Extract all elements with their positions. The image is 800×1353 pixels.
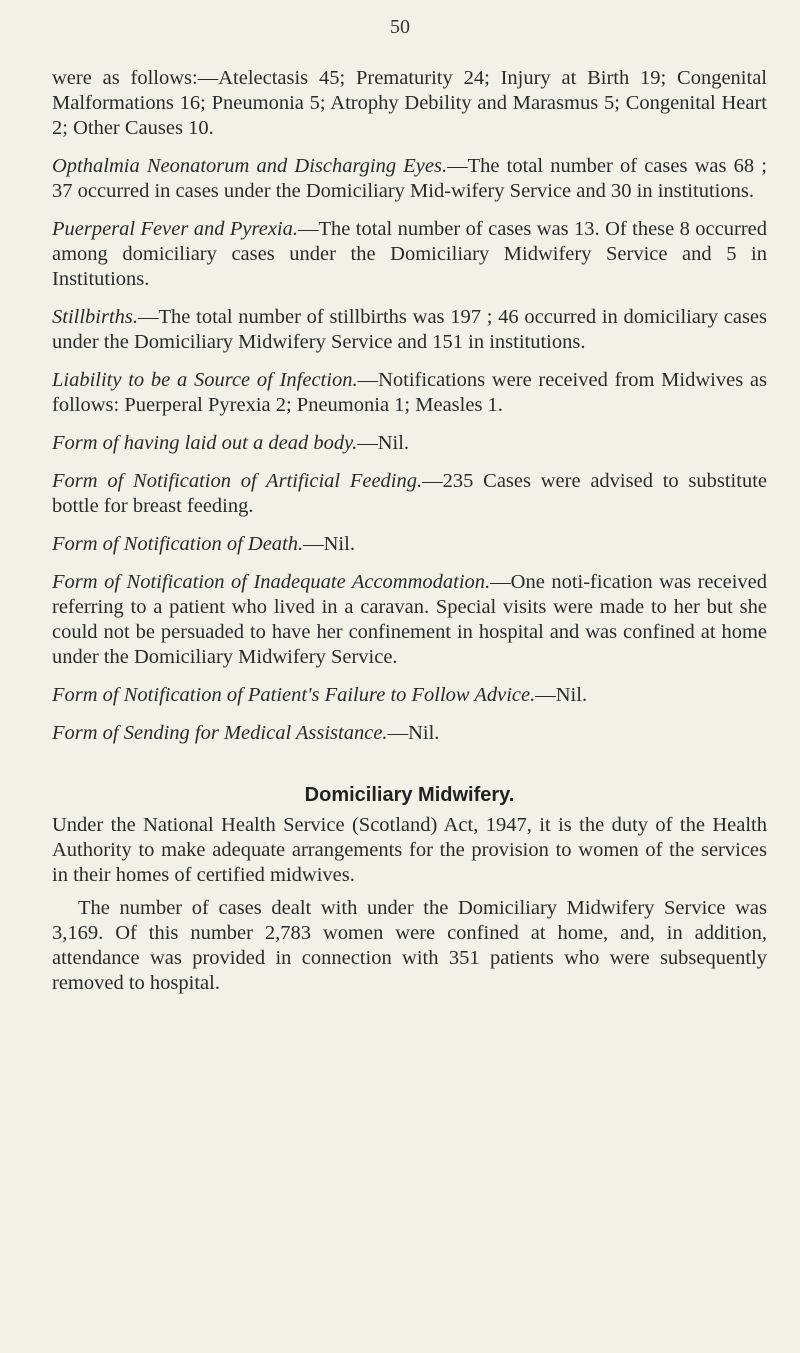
paragraph-text: —The total number of cases was 68 ; 37 occurred in cases under the Domiciliary Mid-wifery Service and 30 in institutions. bbox=[52, 155, 767, 202]
paragraph-medical-assistance bbox=[52, 721, 767, 746]
paragraph-lead: Stillbirths. bbox=[52, 306, 139, 328]
paragraph-lead: Form of having laid out a dead body. bbox=[52, 432, 358, 454]
section-paragraph-duty: Under the National Health Service (Scotland) Act, 1947, it is the duty of the Health Authority to make adequate arrangements for the provision to women of the services in their homes of certified midwives. bbox=[52, 814, 767, 886]
paragraph-lead: Liability to be a Source of Infection. bbox=[52, 369, 358, 391]
paragraph-lead: Form of Notification of Artificial Feeding. bbox=[52, 470, 423, 492]
paragraph-text: —Nil. bbox=[357, 432, 410, 454]
paragraph-lead: Opthalmia Neonatorum and Discharging Eyes. bbox=[52, 155, 448, 177]
paragraph-text: were as follows:—Atelectasis 45; Prematurity 24; Injury at Birth 19; Congenital Malformations 16; Pneumonia 5; Atrophy Debility and Marasmus 5; Congenital Heart 2; Other Causes 10. bbox=[52, 67, 767, 139]
paragraph-puerperal-fever bbox=[52, 217, 767, 292]
section-paragraph-cases: The number of cases dealt with under the Domiciliary Midwifery Service was 3,169. Of this number 2,783 women were confined at home, and, in addition, attendance was provided in connection with 351 patients who were subsequently removed to hospital. bbox=[52, 897, 767, 994]
paragraph-lead: Puerperal Fever and Pyrexia. bbox=[52, 218, 298, 240]
paragraph-inadequate-accommodation bbox=[52, 570, 767, 670]
paragraph-artificial-feeding bbox=[52, 469, 767, 519]
page-number: 50 bbox=[390, 16, 410, 38]
paragraph-failure-follow-advice bbox=[52, 683, 767, 708]
paragraph-text: —Nil. bbox=[535, 684, 588, 706]
paragraph-text: —The total number of stillbirths was 197 ; 46 occurred in domiciliary cases under the Domiciliary Midwifery Service and 151 in institutions. bbox=[52, 306, 767, 353]
paragraph-text: —Notifications were received from Midwives as follows: Puerperal Pyrexia 2; Pneumonia 1; Measles 1. bbox=[52, 369, 767, 416]
paragraph-notification-death bbox=[52, 532, 767, 557]
paragraph-text: —The total number of cases was 13. Of these 8 occurred among domiciliary cases under the Domiciliary Midwifery Service and 5 in Institutions. bbox=[52, 218, 768, 290]
paragraph-causes-list bbox=[52, 66, 767, 141]
paragraph-dead-body bbox=[52, 431, 767, 456]
paragraph-opthalmia bbox=[52, 154, 767, 204]
paragraph-lead: Form of Notification of Inadequate Accommodation. bbox=[52, 571, 491, 593]
paragraph-liability-infection bbox=[52, 368, 767, 418]
paragraph-stillbirths bbox=[52, 305, 767, 355]
paragraph-text: —235 Cases were advised to substitute bottle for breast feeding. bbox=[52, 470, 767, 517]
paragraph-lead: Form of Notification of Death. bbox=[52, 533, 304, 555]
section-heading: Domiciliary Midwifery. bbox=[304, 784, 515, 806]
paragraph-lead: Form of Notification of Patient's Failure to Follow Advice. bbox=[52, 684, 536, 706]
paragraph-text: —Nil. bbox=[387, 722, 440, 744]
paragraph-text: —One noti-fication was received referring to a patient who lived in a caravan. Special visits were made to her but she could not be persuaded to have her confinement in hospital and was confined at home under the Domiciliary Midwifery Service. bbox=[52, 571, 767, 668]
paragraph-text: —Nil. bbox=[303, 533, 355, 555]
paragraph-lead: Form of Sending for Medical Assistance. bbox=[52, 722, 388, 744]
